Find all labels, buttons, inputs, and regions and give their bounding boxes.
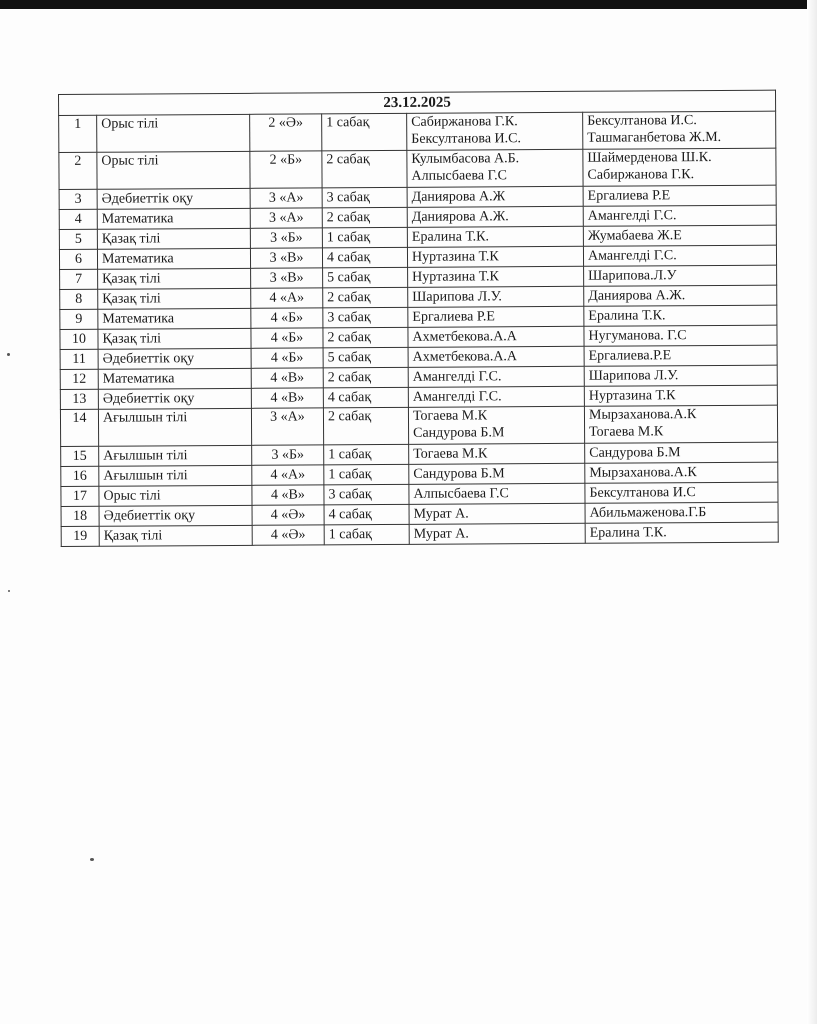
lesson-cell-text: 2 сабақ	[326, 152, 370, 168]
schedule-body	[59, 90, 779, 546]
class-cell	[251, 348, 323, 368]
subject-cell-text: Қазақ тілі	[101, 231, 161, 247]
lesson-cell-text: 5 сабақ	[327, 270, 371, 286]
lesson-cell-text: 2 сабақ	[327, 409, 372, 425]
teacher-cell	[408, 266, 584, 287]
teacher-cell	[409, 463, 585, 484]
observer-cell-text: Мырзаханова.А.К	[588, 407, 697, 423]
observer-cell	[584, 345, 777, 366]
teacher-cell	[408, 346, 584, 367]
row-number-text: 17	[72, 488, 88, 504]
lesson-cell	[323, 407, 408, 445]
row-number-text: 19	[73, 528, 88, 544]
lesson-cell	[324, 444, 409, 465]
observer-cell-text: Ташмаганбетова Ж.М.	[587, 129, 722, 146]
teacher-cell	[409, 443, 585, 464]
subject-cell-text: Әдебиеттік оқу	[101, 191, 194, 207]
teacher-cell	[407, 112, 583, 150]
row-number	[61, 526, 99, 546]
class-cell-text: 4 «А»	[270, 467, 306, 483]
row-number-text: 8	[75, 291, 83, 307]
subject-cell-text: Ағылшын тілі	[103, 448, 188, 464]
lesson-cell	[323, 347, 408, 368]
observer-cell-text: Ергалиева Р.Е	[587, 188, 671, 204]
teacher-cell	[408, 306, 584, 327]
teacher-cell	[409, 503, 585, 524]
subject-cell-text: Математика	[101, 211, 174, 227]
subject-cell-text: Ағылшын тілі	[103, 468, 188, 484]
teacher-cell-text: Нуртазина Т.К	[411, 249, 499, 265]
observer-cell	[583, 205, 776, 226]
subject-cell-text: Әдебиеттік оқу	[102, 391, 195, 407]
subject-cell-text: Әдебиеттік оқу	[102, 351, 195, 367]
row-number	[60, 269, 98, 289]
subject-cell	[98, 368, 251, 389]
teacher-cell-text: Мурат А.	[413, 526, 469, 542]
class-cell	[251, 288, 323, 308]
row-number	[59, 209, 97, 229]
observer-cell-text: Абильмаженова.Г.Б	[589, 505, 707, 521]
lesson-cell-text: 1 сабақ	[328, 527, 372, 543]
observer-cell-text: Нуртазина Т.К	[588, 388, 676, 404]
lesson-cell-text: 3 сабақ	[328, 487, 372, 503]
lesson-cell-text: 2 сабақ	[326, 210, 371, 226]
row-number-text: 1	[74, 116, 82, 132]
row-number-text: 5	[74, 231, 82, 247]
class-cell-text: 4 «Ә»	[270, 507, 306, 523]
subject-cell	[97, 228, 250, 249]
observer-cell-text: Жумабаева Ж.Е	[587, 228, 682, 244]
observer-cell	[585, 502, 778, 523]
subject-cell	[98, 268, 251, 289]
teacher-cell	[408, 326, 584, 347]
teacher-cell-text: Мурат А.	[413, 506, 469, 522]
class-cell-text: 4 «В»	[270, 390, 305, 406]
teacher-cell	[408, 406, 584, 444]
teacher-cell	[408, 366, 584, 387]
teacher-cell-text: Даниярова А.Ж.	[411, 209, 509, 225]
observer-cell-text: Сандурова Б.М	[589, 445, 681, 461]
row-number	[61, 446, 99, 466]
class-cell	[251, 408, 323, 445]
class-cell	[252, 485, 324, 505]
subject-cell	[97, 208, 250, 229]
observer-cell	[584, 265, 777, 286]
subject-cell-text: Орыс тілі	[101, 116, 159, 132]
table-row	[59, 148, 776, 189]
row-number-text: 10	[71, 331, 87, 347]
teacher-cell	[407, 226, 583, 247]
class-cell-text: 4 «Ә»	[270, 527, 306, 543]
lesson-cell-text: 4 сабақ	[326, 250, 371, 266]
observer-cell	[584, 405, 777, 443]
lesson-cell	[324, 464, 409, 485]
observer-cell	[583, 111, 776, 149]
subject-cell-text: Ағылшын тілі	[102, 410, 188, 426]
teacher-cell	[407, 186, 583, 207]
class-cell-text: 3 «В»	[269, 250, 304, 266]
observer-cell-text: Амангелді Г.С.	[587, 248, 677, 264]
teacher-cell-text: Бексултанова И.С.	[411, 131, 522, 147]
schedule-date: 23.12.2025	[59, 90, 776, 115]
table-row	[61, 522, 778, 546]
class-cell	[251, 308, 323, 328]
class-cell	[250, 208, 322, 228]
row-number-text: 2	[74, 153, 82, 169]
lesson-cell	[322, 150, 407, 188]
lesson-cell	[323, 367, 408, 388]
row-number	[61, 486, 99, 506]
class-cell	[252, 505, 324, 525]
lesson-cell-text: 1 сабақ	[328, 467, 372, 483]
class-cell	[250, 114, 322, 151]
class-cell-text: 4 «Б»	[270, 350, 304, 366]
class-cell	[252, 465, 324, 485]
lesson-cell-text: 3 сабақ	[326, 190, 370, 206]
subject-cell-text: Қазақ тілі	[102, 291, 161, 307]
lesson-cell	[322, 207, 407, 228]
lesson-cell	[322, 187, 407, 208]
row-number	[60, 329, 98, 349]
class-cell-text: 4 «В»	[270, 487, 305, 503]
table-row	[60, 405, 777, 446]
subject-cell	[97, 188, 250, 209]
row-number	[60, 369, 98, 389]
subject-cell-text: Математика	[102, 311, 175, 327]
table-row	[59, 111, 776, 152]
lesson-cell	[323, 307, 408, 328]
row-number	[60, 289, 98, 309]
subject-cell	[99, 485, 252, 506]
row-number	[59, 152, 97, 189]
observer-cell-text: Ералина Т.К.	[588, 308, 666, 324]
class-cell-text: 2 «Б»	[269, 152, 303, 168]
row-number-text: 13	[72, 391, 87, 407]
teacher-cell-text: Кулымбасова А.Б.	[411, 151, 520, 167]
lesson-cell-text: 4 сабақ	[328, 507, 372, 523]
row-number-text: 11	[72, 351, 86, 367]
class-cell-text: 4 «Б»	[270, 310, 304, 326]
class-cell	[251, 268, 323, 288]
observer-cell	[584, 305, 777, 326]
lesson-cell	[324, 504, 409, 525]
teacher-cell	[408, 386, 584, 407]
teacher-cell-text: Нуртазина Т.К	[412, 269, 499, 285]
lesson-cell	[323, 287, 408, 308]
observer-cell	[584, 285, 777, 306]
subject-cell-text: Қазақ тілі	[102, 271, 161, 287]
teacher-cell	[407, 206, 583, 227]
subject-cell	[97, 114, 250, 152]
observer-cell-text: Шарипова.Л.У	[588, 268, 677, 284]
observer-cell-text: Шарипова Л.У.	[588, 368, 679, 384]
class-cell-text: 3 «А»	[268, 210, 304, 226]
observer-cell-text: Амангелді Г.С.	[587, 208, 677, 224]
scan-speck	[8, 590, 10, 592]
teacher-cell-text: Сандурова Б.М	[413, 425, 505, 441]
observer-cell-text: Бексултанова И.С	[589, 485, 696, 501]
teacher-cell-text: Сабиржанова Г.К.	[411, 114, 518, 130]
subject-cell	[98, 408, 251, 446]
scan-right-edge	[807, 0, 817, 1024]
observer-cell	[583, 185, 776, 206]
observer-cell	[585, 442, 778, 463]
observer-cell	[583, 245, 776, 266]
row-number-text: 12	[72, 371, 87, 387]
row-number-text: 15	[72, 448, 87, 464]
observer-cell	[583, 148, 776, 186]
observer-cell	[585, 462, 778, 483]
subject-cell	[99, 465, 252, 486]
class-cell	[251, 368, 323, 388]
subject-cell-text: Математика	[102, 371, 175, 387]
row-number	[59, 229, 97, 249]
class-cell	[250, 188, 322, 208]
subject-cell	[98, 328, 251, 349]
class-cell-text: 4 «В»	[270, 370, 305, 386]
lesson-cell-text: 4 сабақ	[327, 390, 372, 406]
subject-cell	[99, 445, 252, 466]
subject-cell-text: Қазақ тілі	[102, 331, 162, 347]
row-number	[60, 389, 98, 409]
teacher-cell-text: Алпысбаева Г.С	[411, 168, 507, 184]
row-number-text: 3	[74, 191, 82, 207]
lesson-cell-text: 2 сабақ	[327, 330, 371, 346]
row-number-text: 14	[72, 410, 87, 426]
teacher-cell-text: Ергалиева Р.Е	[412, 309, 495, 325]
subject-cell-text: Әдебиеттік оқу	[103, 508, 196, 524]
observer-cell-text: Ергалиева.Р.Е	[588, 348, 672, 364]
row-number-text: 9	[75, 311, 83, 327]
observer-cell	[585, 522, 778, 543]
observer-cell	[584, 325, 777, 346]
lesson-cell-text: 3 сабақ	[327, 310, 371, 326]
row-number	[59, 115, 97, 152]
teacher-cell-text: Ахметбекова.А.А	[412, 329, 517, 345]
class-cell	[250, 151, 322, 188]
subject-cell	[98, 308, 251, 329]
class-cell-text: 3 «В»	[269, 270, 304, 286]
class-cell-text: 3 «А»	[268, 190, 304, 206]
scan-top-edge	[0, 0, 817, 9]
lesson-cell	[323, 387, 408, 408]
lesson-cell	[322, 227, 407, 248]
row-number	[60, 409, 98, 446]
lesson-cell-text: 2 сабақ	[327, 290, 371, 306]
observer-cell-text: Мырзаханова.А.К	[589, 465, 697, 481]
row-number	[61, 466, 99, 486]
row-number	[60, 309, 98, 329]
lesson-cell-text: 2 сабақ	[327, 370, 372, 386]
scan-speck	[90, 858, 94, 861]
lesson-cell	[322, 113, 407, 151]
subject-cell-text: Қазақ тілі	[103, 528, 163, 544]
subject-cell	[98, 348, 251, 369]
teacher-cell	[407, 246, 583, 267]
schedule-table	[58, 90, 779, 547]
subject-cell	[97, 248, 250, 269]
teacher-cell-text: Тогаева М.К	[412, 408, 488, 424]
scan-speck	[7, 353, 10, 356]
observer-cell-text: Нугуманова. Г.С	[588, 328, 687, 344]
lesson-cell	[324, 484, 409, 505]
observer-cell	[585, 482, 778, 503]
class-cell	[251, 328, 323, 348]
lesson-cell	[323, 267, 408, 288]
class-cell-text: 4 «А»	[269, 290, 305, 306]
class-cell-text: 4 «Б»	[270, 330, 304, 346]
teacher-cell	[409, 523, 585, 544]
subject-cell	[99, 505, 252, 526]
class-cell	[251, 388, 323, 408]
row-number-text: 4	[74, 211, 82, 227]
row-number-text: 7	[75, 271, 83, 287]
observer-cell	[584, 365, 777, 386]
teacher-cell	[407, 149, 583, 187]
lesson-cell	[323, 327, 408, 348]
row-number	[61, 506, 99, 526]
class-cell	[250, 248, 322, 268]
subject-cell	[98, 288, 251, 309]
teacher-cell-text: Шарипова Л.У.	[412, 289, 502, 305]
row-number	[60, 349, 98, 369]
teacher-cell-text: Ахметбекова.А.А	[412, 349, 518, 365]
subject-cell-text: Орыс тілі	[103, 488, 161, 504]
class-cell-text: 3 «А»	[270, 409, 305, 425]
observer-cell-text: Сабиржанова Г.К.	[587, 167, 695, 183]
teacher-cell-text: Алпысбаева Г.С	[413, 486, 509, 502]
teacher-cell-text: Тогаева М.К	[413, 446, 488, 462]
subject-cell	[99, 525, 252, 546]
teacher-cell-text: Даниярова А.Ж	[411, 189, 506, 205]
row-number-text: 6	[74, 251, 83, 267]
teacher-cell-text: Ералина Т.К.	[411, 229, 489, 245]
observer-cell-text: Тогаева М.К	[589, 424, 664, 440]
class-cell	[250, 228, 322, 248]
lesson-cell	[322, 247, 407, 268]
lesson-cell-text: 5 сабақ	[327, 350, 371, 366]
class-cell-text: 2 «Ә»	[268, 115, 304, 131]
teacher-cell-text: Амангелді Г.С.	[412, 369, 502, 385]
subject-cell	[97, 151, 250, 189]
lesson-cell-text: 1 сабақ	[326, 230, 371, 246]
subject-cell-text: Орыс тілі	[101, 153, 159, 169]
teacher-cell	[409, 483, 585, 504]
class-cell-text: 3 «Б»	[271, 447, 305, 463]
class-cell-text: 3 «Б»	[270, 230, 303, 246]
subject-cell	[98, 388, 251, 409]
row-number	[59, 249, 97, 269]
observer-cell	[584, 385, 777, 406]
observer-cell	[583, 225, 776, 246]
class-cell	[252, 525, 324, 545]
observer-cell-text: Ералина Т.К.	[589, 525, 667, 541]
document-page	[0, 9, 807, 1024]
observer-cell-text: Бексултанова И.С.	[587, 113, 697, 129]
class-cell	[252, 445, 324, 465]
lesson-cell	[324, 524, 409, 545]
lesson-cell-text: 1 сабақ	[328, 447, 372, 463]
observer-cell-text: Даниярова А.Ж.	[588, 288, 686, 304]
teacher-cell	[408, 286, 584, 307]
observer-cell-text: Шаймерденова Ш.К.	[587, 150, 712, 166]
teacher-cell-text: Амангелді Г.С.	[412, 389, 502, 405]
row-number-text: 18	[73, 508, 88, 524]
subject-cell-text: Математика	[101, 251, 174, 267]
teacher-cell-text: Сандурова Б.М	[413, 466, 505, 482]
lesson-cell-text: 1 сабақ	[326, 115, 370, 131]
row-number	[59, 189, 97, 209]
row-number-text: 16	[72, 468, 87, 484]
